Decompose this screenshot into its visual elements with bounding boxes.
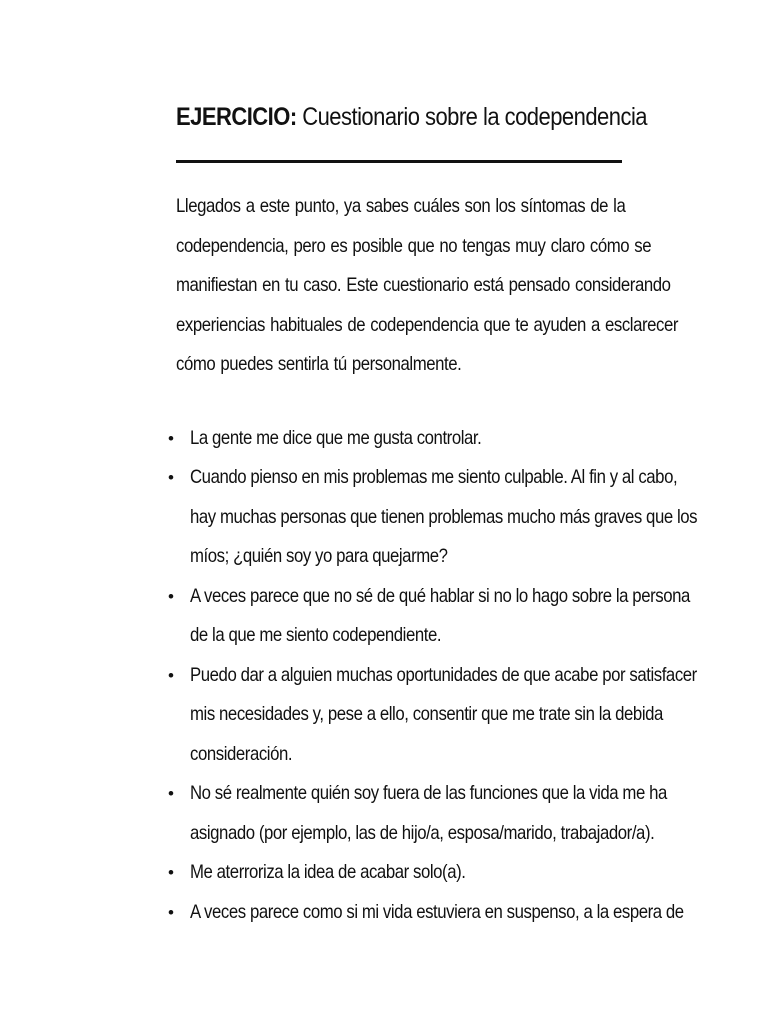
intro-line: codependencia, pero es posible que no tengas muy claro cómo se [176,234,652,257]
list-item-line: asignado (por ejemplo, las de hijo/a, esposa/marido, trabajador/a). [190,821,655,844]
heading-divider [176,160,622,163]
bullet-icon: • [168,665,174,685]
list-item-line: míos; ¿quién soy yo para quejarme? [190,545,448,567]
bullet-icon: • [168,784,174,803]
list-item [168,774,667,853]
list-item-line: Cuando pienso en mis problemas me siento culpable. Al fin y al cabo, [190,466,678,488]
list-item-line: A veces parece como si mi vida estuviera en suspenso, a la espera de [190,900,684,923]
exercise-label: EJERCICIO: [176,103,297,131]
exercise-heading [176,100,648,134]
intro-line: manifiestan en tu caso. Este cuestionario está pensado considerando [176,274,671,296]
bullet-icon: • [168,428,174,448]
list-item-line: hay muchas personas que tienen problemas mucho más graves que los [190,505,698,528]
intro-line: experiencias habituales de codependencia que te ayuden a esclarecer [176,313,679,336]
list-item-line: Puedo dar a alguien muchas oportunidades de que acabe por satisfacer [190,663,697,686]
list-item-line: La gente me dice que me gusta controlar. [190,426,482,449]
list-item [168,419,626,459]
list-item-line: A veces parece que no sé de qué hablar si no lo hago sobre la persona [190,584,690,607]
bullet-icon: • [168,863,174,882]
list-item-line: consideración. [190,742,293,765]
list-item-line: Me aterroriza la idea de acabar solo(a). [190,861,466,883]
questionnaire-list [168,419,698,933]
page-content [168,100,698,932]
intro-line: cómo puedes sentirla tú personalmente. [176,353,462,375]
bullet-icon: • [168,468,174,487]
list-item [168,577,690,656]
list-item-line: No sé realmente quién soy fuera de las funciones que la vida me ha [190,782,667,804]
list-item [168,458,698,577]
bullet-icon: • [168,902,174,922]
list-item-line: mis necesidades y, pese a ello, consentir que me trate sin la debida [190,703,663,725]
list-item-line: de la que me siento codependiente. [190,624,442,646]
intro-line: Llegados a este punto, ya sabes cuáles son los síntomas de la [176,195,626,217]
intro-paragraph [176,187,679,385]
list-item [168,853,626,893]
exercise-title: Cuestionario sobre la codependencia [302,103,648,131]
list-item [168,893,684,933]
bullet-icon: • [168,586,174,606]
list-item [168,656,697,775]
